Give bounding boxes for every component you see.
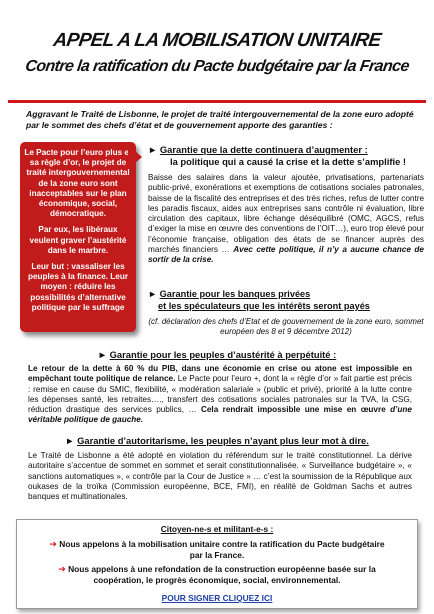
bullet-arrow-icon: ► — [148, 289, 160, 299]
sign-petition-link[interactable]: POUR SIGNER CLIQUEZ ICI — [161, 593, 273, 603]
red-divider — [8, 100, 426, 103]
guarantee-banks-heading — [148, 288, 424, 312]
guarantee-austerity-emphasis-1: Cela rendrait impossible une mise en œuvre — [200, 405, 386, 415]
bullet-arrow-icon: ► — [65, 435, 78, 446]
guarantee-debt-body — [148, 173, 424, 266]
title-line-1: APPEL A LA MOBILISATION UNITAIRE — [52, 30, 383, 51]
intro-text: Aggravant le Traité de Lisbonne, le projet de traité intergouvernemental de la zone euro adopté par le sommet des chefs d’état et de gouvernement apporte des garanties : — [26, 109, 414, 130]
call-item-2 — [47, 564, 387, 586]
guarantee-austerity-emphasis-2: d’une véritable politique de gauche. — [28, 405, 412, 425]
call-heading: Citoyen-ne-s et militant-e-s : — [160, 524, 274, 534]
red-callout-box — [20, 142, 136, 332]
guarantee-debt-subtitle: la politique qui a causé la crise et la dette s’amplifie ! — [170, 155, 407, 167]
callout-pointer — [128, 145, 142, 169]
guarantee-debt-title: Garantie que la dette continuera d’augmenter : — [159, 144, 368, 155]
guarantee-austerity-title: Garantie pour les peuples d’austérité à perpétuité : — [109, 349, 337, 360]
guarantee-banks-line-1: Garantie pour les banques privées — [159, 289, 311, 299]
call-item-1-text: Nous appelons à la mobilisation unitaire contre la ratification du Pacte budgétaire par la France. — [59, 539, 385, 560]
guarantee-banks-note: (cf. déclaration des chefs d’Etat et de gouvernement de la zone euro, sommet européen des 8 et 9 décembre 2012) — [148, 317, 424, 336]
arrow-right-icon: ➔ — [49, 539, 57, 549]
arrow-right-icon: ➔ — [58, 564, 66, 574]
guarantee-austerity-lead: Le retour de la dette à 60 % du PIB, dans une économie en crise ou atone est impossible en empêchant toute politique de relance. — [28, 364, 412, 384]
bullet-arrow-icon: ► — [97, 349, 110, 360]
guarantee-banks-line-2: et les spéculateurs que les intérêts seront payés — [158, 301, 370, 311]
guarantee-debt-emphasis: Avec cette politique, il n’y a aucune chance de sortir de la crise. — [148, 245, 424, 265]
callout-paragraph-3: Leur but : vassaliser les peuples à la finance. Leur moyen : réduire les possibilités d’alternative politique par le suffrage — [27, 262, 129, 312]
callout-paragraph-1: Le Pacte pour l’euro plus et sa règle d’or, le projet de traité intergouvernemental de la zone euro sont inacceptables sur le plan économique, social, démocratique. — [24, 148, 132, 219]
call-item-2-text: Nous appelons à une refondation de la construction européenne basée sur la coopération, le progrès économique, social, environnemental. — [68, 564, 376, 585]
guarantee-austerity-heading — [0, 349, 434, 360]
bullet-arrow-icon: ► — [148, 144, 160, 155]
guarantee-authoritarianism-body: Le Traité de Lisbonne a été adopté en violation du référendum sur le traité constitutionnel. La dérive autoritaire s’accentue de sommet en sommet et serait constitutionnalisée. « Surveillance budgétaire », « sanctions automatiques », « contrôle par la Cour de Justice » … c’est la soumission de la République aux oukases de la troïka (Commission européenne, BCE, FMI), en réalité de Goldman Sachs et autres banques et multinationales. — [28, 451, 412, 502]
guarantee-debt-text: Baisse des salaires dans la valeur ajoutée, privatisations, partenariats public-privé, exonérations et exemptions de cotisations sociales patronales, baisse de la fiscalité des entreprises et des très riches, refus de lutter contre les paradis fiscaux, aides aux entreprises sans contrôle ni évaluation, libre circulation des capitaux, libre échange déséquilibré (OMC, AGCS, refus d’exiger la mise en œuvre des conventions de l’OIT…), euro trop élevé pour l’économie française, obligation des états de se financer auprès des marchés financiers … — [148, 173, 424, 255]
guarantee-austerity-text: Le Pacte pour l’euro +, dont la « règle d’or » fait partie est précis : remise en cause du SMIC, flexibilité, « modération salariale » (public et privé), priorité à la lutte contre les dépenses santé, les retraites…., transfert des cotisations sociales patronales sur la TVA, la CSG, réduction drastique des services publics, … — [28, 374, 413, 415]
guarantee-authoritarianism-heading — [0, 435, 434, 446]
call-to-action-box — [16, 519, 418, 609]
callout-paragraph-2: Par eux, les libéraux veulent graver l’austérité dans le marbre. — [29, 225, 127, 255]
guarantee-austerity-body — [28, 364, 412, 426]
guarantee-authoritarianism-title: Garantie d’autoritarisme, les peuples n’ayant plus leur mot à dire. — [77, 435, 369, 446]
guarantee-debt-heading — [148, 144, 424, 167]
call-item-1 — [47, 539, 387, 561]
title-line-2: Contre la ratification du Pacte budgétaire par la France — [24, 58, 410, 75]
